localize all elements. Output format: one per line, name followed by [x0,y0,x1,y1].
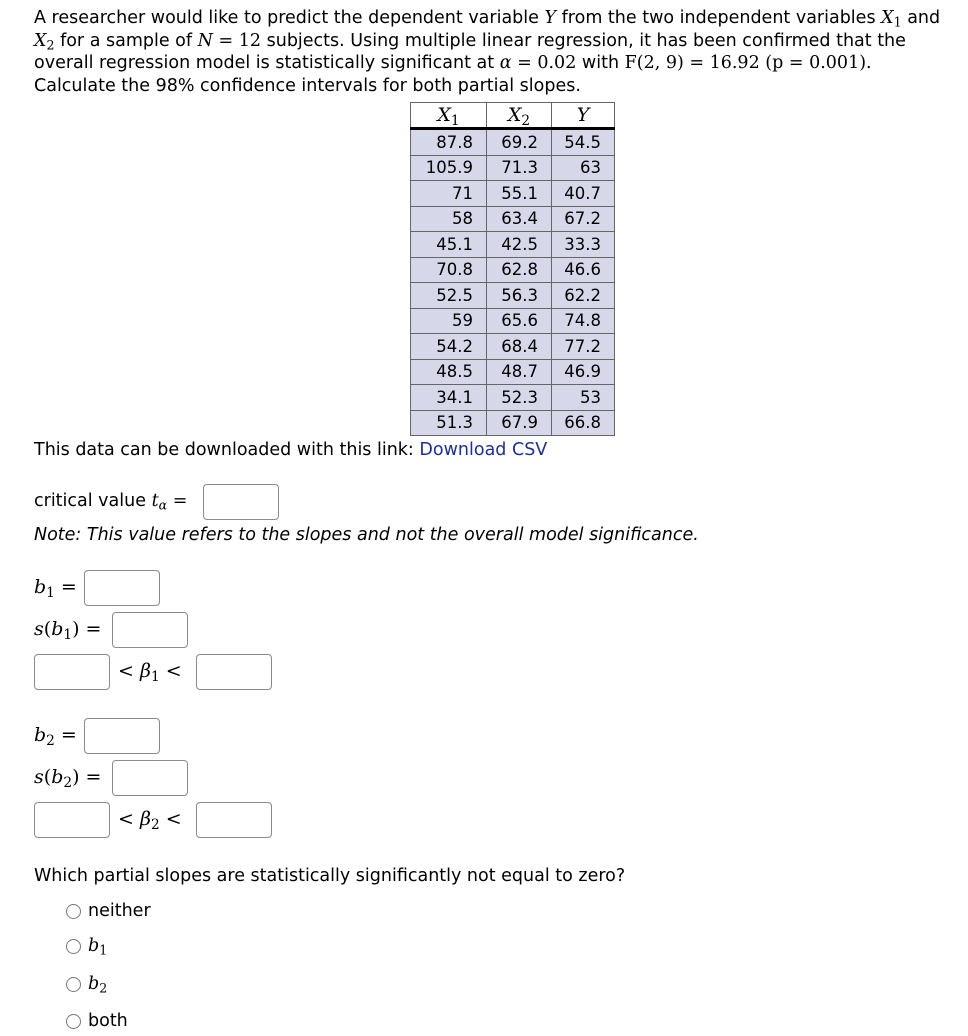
table-row [411,257,615,283]
table-cell: 55.1 [487,181,552,207]
data-table [410,102,615,436]
problem-statement: A researcher would like to predict the dependent variable Y from the two independent variables $X_1$ and $X_2$ for a sample of N = 12 subjects. Using multiple linear regression, it has been confirmed that the overall regression model is statistically significant at α = 0.02 with F(2, 9) = 16.92 (p = 0.001). Calculate the 98% confidence intervals for both partial slopes. [34,7,954,97]
table-cell: 33.3 [552,232,615,258]
ci1-lower-input[interactable] [34,654,110,690]
table-cell: 62.8 [487,257,552,283]
option-neither[interactable]: neither [66,901,151,921]
question-text: Which partial slopes are statistically significantly not equal to zero? [34,866,626,886]
table-cell: 53 [552,385,615,411]
table-cell: 54.2 [411,334,487,360]
table-row [411,206,615,232]
option-b2[interactable]: $b_2$ [66,974,107,994]
radio-neither[interactable] [66,904,81,919]
option-both[interactable]: both [66,1011,128,1031]
radio-b1[interactable] [66,939,81,954]
table-cell: 59 [411,308,487,334]
header-y: Y [552,103,615,129]
table-cell: 54.5 [552,129,615,156]
table-cell: 51.3 [411,410,487,436]
radio-b2[interactable] [66,977,81,992]
table-cell: 66.8 [552,410,615,436]
critical-value-label: critical value $t_\alpha$ = [34,491,188,513]
critical-value-input[interactable] [203,484,279,520]
table-cell: 52.5 [411,283,487,309]
table-cell: 52.3 [487,385,552,411]
table-cell: 70.8 [411,257,487,283]
table-cell: 45.1 [411,232,487,258]
table-cell: 63.4 [487,206,552,232]
table-cell: 40.7 [552,181,615,207]
table-row [411,181,615,207]
beta2-label: < $\beta_2$ < [118,808,182,833]
table-cell: 68.4 [487,334,552,360]
table-cell: 87.8 [411,129,487,156]
table-row [411,410,615,436]
table-cell: 56.3 [487,283,552,309]
instruction-text: Calculate the 98% confidence intervals for both partial slopes. [34,75,581,96]
header-x1: $X_1$ [411,103,487,129]
table-row [411,283,615,309]
table-cell: 71.3 [487,155,552,181]
ci2-upper-input[interactable] [196,802,272,838]
problem-text: A researcher would like to predict the dependent variable [34,8,539,28]
table-cell: 63 [552,155,615,181]
table-cell: 46.9 [552,359,615,385]
table-cell: 34.1 [411,385,487,411]
table-cell: 48.7 [487,359,552,385]
header-x2: $X_2$ [487,103,552,129]
table-cell: 65.6 [487,308,552,334]
table-cell: 74.8 [552,308,615,334]
table-cell: 67.2 [552,206,615,232]
table-cell: 105.9 [411,155,487,181]
radio-both[interactable] [66,1014,81,1029]
table-cell: 77.2 [552,334,615,360]
b2-label: $b_2$ = [34,724,77,749]
ci1-upper-input[interactable] [196,654,272,690]
table-cell: 48.5 [411,359,487,385]
table-row [411,308,615,334]
table-row [411,155,615,181]
download-line: This data can be downloaded with this link: Download CSV [34,440,548,460]
table-row [411,334,615,360]
b2-input[interactable] [84,718,160,754]
option-b1[interactable]: $b_1$ [66,936,107,956]
table-cell: 71 [411,181,487,207]
s-b2-label: $s(b_2)$ = [34,766,102,791]
table-cell: 69.2 [487,129,552,156]
ci2-lower-input[interactable] [34,802,110,838]
table-row [411,385,615,411]
table-cell: 58 [411,206,487,232]
table-row [411,232,615,258]
note-text: Note: This value refers to the slopes and not the overall model significance. [34,525,699,545]
table-cell: 67.9 [487,410,552,436]
s-b2-input[interactable] [112,760,188,796]
table-cell: 62.2 [552,283,615,309]
b1-input[interactable] [84,570,160,606]
beta1-label: < $\beta_1$ < [118,660,182,685]
s-b1-input[interactable] [112,612,188,648]
table-cell: 46.6 [552,257,615,283]
table-row [411,359,615,385]
table-cell: 42.5 [487,232,552,258]
b1-label: $b_1$ = [34,576,77,601]
s-b1-label: $s(b_1)$ = [34,618,102,643]
table-row [411,129,615,156]
download-csv-link[interactable]: Download CSV [419,440,548,460]
